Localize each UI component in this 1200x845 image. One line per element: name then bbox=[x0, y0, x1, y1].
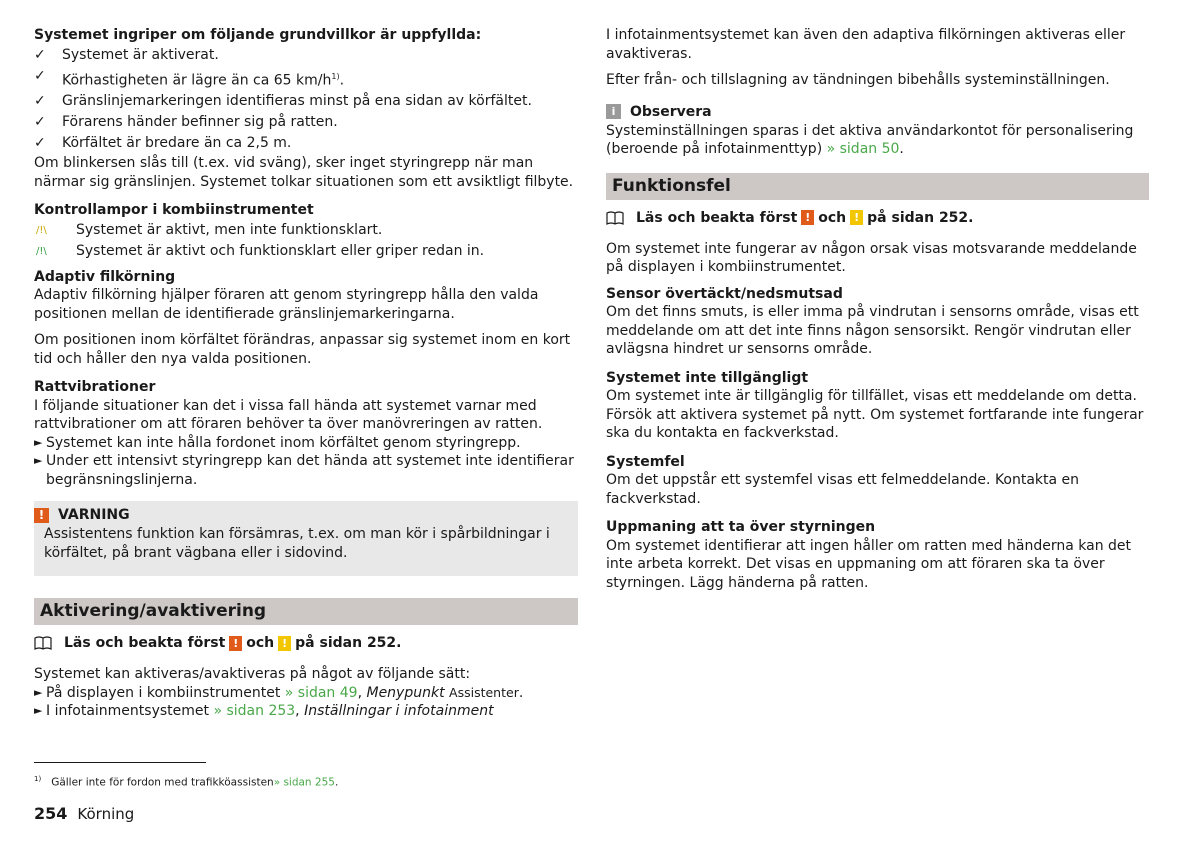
chapter-title: Körning bbox=[77, 805, 135, 823]
warning-text: Assistentens funktion kan försämras, t.ex. om man kör i spårbildningar i körfältet, på brant vägbana eller i sidovind. bbox=[44, 526, 550, 561]
warning-header bbox=[38, 505, 568, 525]
warning-box bbox=[34, 501, 578, 576]
vibration-list bbox=[34, 434, 578, 490]
note-title: Observera bbox=[630, 103, 712, 120]
note-header bbox=[606, 102, 1149, 122]
warning-icon: ! bbox=[34, 508, 49, 523]
footnote-divider bbox=[34, 762, 206, 763]
fault-text: Om systemet inte är tillgänglig för tillfället, visas ett meddelande om detta. Försök att aktivera systemet på nytt. Om systemet fortfarande inte fungerar ska du kontakta en fackverkstad. bbox=[606, 388, 1144, 441]
lane-assist-green-icon: /!\ bbox=[36, 245, 47, 257]
lamps-list bbox=[34, 220, 578, 262]
fault-text: Om det uppstår ett systemfel visas ett felmeddelande. Kontakta en fackverkstad. bbox=[606, 472, 1080, 507]
list-item: /!\ Systemet är aktivt, men inte funktionsklart. bbox=[34, 220, 578, 241]
list-item: ► På displayen i kombiinstrumentet » sidan 49, Menypunkt Assistenter. bbox=[34, 684, 524, 701]
read-first-line: Läs och beakta först ! och ! på sidan 252. bbox=[34, 633, 578, 653]
page-footer bbox=[34, 804, 134, 824]
fault-intro: Om systemet inte fungerar av någon orsak visas motsvarande meddelande på displayen i kombiinstrumentet. bbox=[606, 240, 1137, 275]
ignition-paragraph: Efter från- och tillslagning av tändningen bibehålls systeminställningen. bbox=[606, 72, 1110, 88]
adaptive-paragraph: Adaptiv filkörning hjälper föraren att genom styringrepp hålla den valda positionen mellan de identifierade gränslinjemarkeringarna. bbox=[34, 287, 539, 322]
page-link[interactable]: » sidan 253 bbox=[213, 703, 296, 720]
adaptive-heading: Adaptiv filkörning bbox=[34, 268, 176, 285]
activation-list bbox=[34, 684, 578, 721]
conditions-heading: Systemet ingriper om följande grundvillkor är uppfyllda: bbox=[34, 27, 482, 43]
list-item: ✓ Förarens händer befinner sig på ratten. bbox=[34, 112, 578, 133]
list-item: ► Systemet kan inte hålla fordonet inom körfältet genom styringrepp. bbox=[34, 434, 521, 451]
warning-icon: ! bbox=[801, 210, 814, 225]
activation-section-heading: Aktivering/avaktivering bbox=[34, 598, 578, 625]
fault-section-heading: Funktionsfel bbox=[606, 173, 1149, 200]
fault-text: Om systemet identifierar att ingen håller om ratten med händerna kan det inte arbeta korrekt. Det visas en uppmaning om att föraren ska ta över styrningen. Lägg händerna på ratten. bbox=[606, 537, 1132, 591]
list-item: ✓ Systemet är aktiverat. bbox=[34, 45, 578, 66]
conditions-list bbox=[34, 45, 578, 155]
fault-title: Systemet inte tillgängligt bbox=[606, 369, 809, 386]
activation-paragraph: Systemet kan aktiveras/avaktiveras på något av följande sätt: bbox=[34, 666, 471, 683]
footnote-ref: 1) bbox=[331, 71, 340, 81]
caution-icon: ! bbox=[278, 636, 291, 651]
fault-title: Uppmaning att ta över styrningen bbox=[606, 519, 876, 535]
check-icon: ✓ bbox=[34, 67, 46, 84]
fault-title: Systemfel bbox=[606, 453, 685, 470]
fault-title: Sensor övertäckt/nedsmutsad bbox=[606, 285, 843, 302]
right-column bbox=[606, 26, 1149, 592]
list-item: ✓ Körhastigheten är lägre än ca 65 $km/h^{1)}$. bbox=[34, 67, 345, 89]
warning-icon: ! bbox=[229, 636, 242, 651]
list-item: ✓ Körfältet är bredare än ca 2,5 m. bbox=[34, 133, 578, 154]
adaptive-paragraph-2: Om positionen inom körfältet förändras, anpassar sig systemet inom en kort tid och håller den nya valda positionen. bbox=[34, 332, 571, 367]
lane-assist-yellow-icon: /!\ bbox=[36, 224, 47, 236]
bullet-arrow-icon: ► bbox=[34, 454, 43, 468]
read-first-line: Läs och beakta först ! och ! på sidan 252. bbox=[606, 208, 1149, 228]
fault-text: Om det finns smuts, is eller imma på vindrutan i sensorns område, visas ett meddelande om att det inte finns någon sensorsikt. Rengör vindrutan eller avlägsna hindret ur sensorns område. bbox=[606, 304, 1139, 357]
caution-icon: ! bbox=[850, 210, 863, 225]
vibration-heading: Rattvibrationer bbox=[34, 379, 156, 396]
check-icon: ✓ bbox=[34, 114, 46, 131]
info-icon: i bbox=[606, 104, 621, 119]
page-number: 254 bbox=[34, 804, 68, 823]
page-link[interactable]: » sidan 255 bbox=[273, 776, 335, 789]
list-item: ► Under ett intensivt styringrepp kan det hända att systemet inte identifierar begränsningslinjerna. bbox=[34, 453, 574, 488]
bullet-arrow-icon: ► bbox=[34, 685, 43, 699]
list-item: ✓ Gränslinjemarkeringen identifieras minst på ena sidan av körfältet. bbox=[34, 91, 578, 112]
bullet-arrow-icon: ► bbox=[34, 704, 43, 718]
list-item: /!\ Systemet är aktivt och funktionsklart eller griper redan in. bbox=[34, 241, 578, 262]
check-icon: ✓ bbox=[34, 46, 46, 63]
footnote: $^{1)}$ Gäller inte för fordon med trafikköassisten» sidan 255. bbox=[34, 775, 339, 789]
bullet-arrow-icon: ► bbox=[34, 435, 43, 449]
check-icon: ✓ bbox=[34, 135, 46, 152]
vibration-paragraph: I följande situationer kan det i vissa fall hända att systemet varnar med rattvibrationer om att föraren behöver ta över manövreringen av ratten. bbox=[34, 397, 543, 433]
book-icon bbox=[34, 636, 52, 650]
warning-title: VARNING bbox=[58, 507, 130, 524]
note-paragraph: Systeminställningen sparas i det aktiva användarkontot för personalisering (beroende på infotainmenttyp) » sidan 50. bbox=[606, 122, 1134, 157]
blinker-paragraph: Om blinkersen slås till (t.ex. vid sväng), sker inget styringrepp när man närmar sig gränslinjen. Systemet tolkar situationen som ett avsiktligt filbyte. bbox=[34, 155, 574, 190]
page-link[interactable]: » sidan 49 bbox=[284, 684, 358, 701]
info-paragraph: I infotainmentsystemet kan även den adaptiva filkörningen aktiveras eller avaktiveras. bbox=[606, 27, 1126, 62]
lamps-heading: Kontrollampor i kombiinstrumentet bbox=[34, 202, 314, 219]
page-link[interactable]: » sidan 50 bbox=[826, 141, 900, 157]
list-item: ► I infotainmentsystemet » sidan 253, Inställningar i infotainment bbox=[34, 703, 494, 720]
book-icon bbox=[606, 211, 624, 225]
check-icon: ✓ bbox=[34, 93, 46, 110]
left-column bbox=[34, 26, 578, 721]
